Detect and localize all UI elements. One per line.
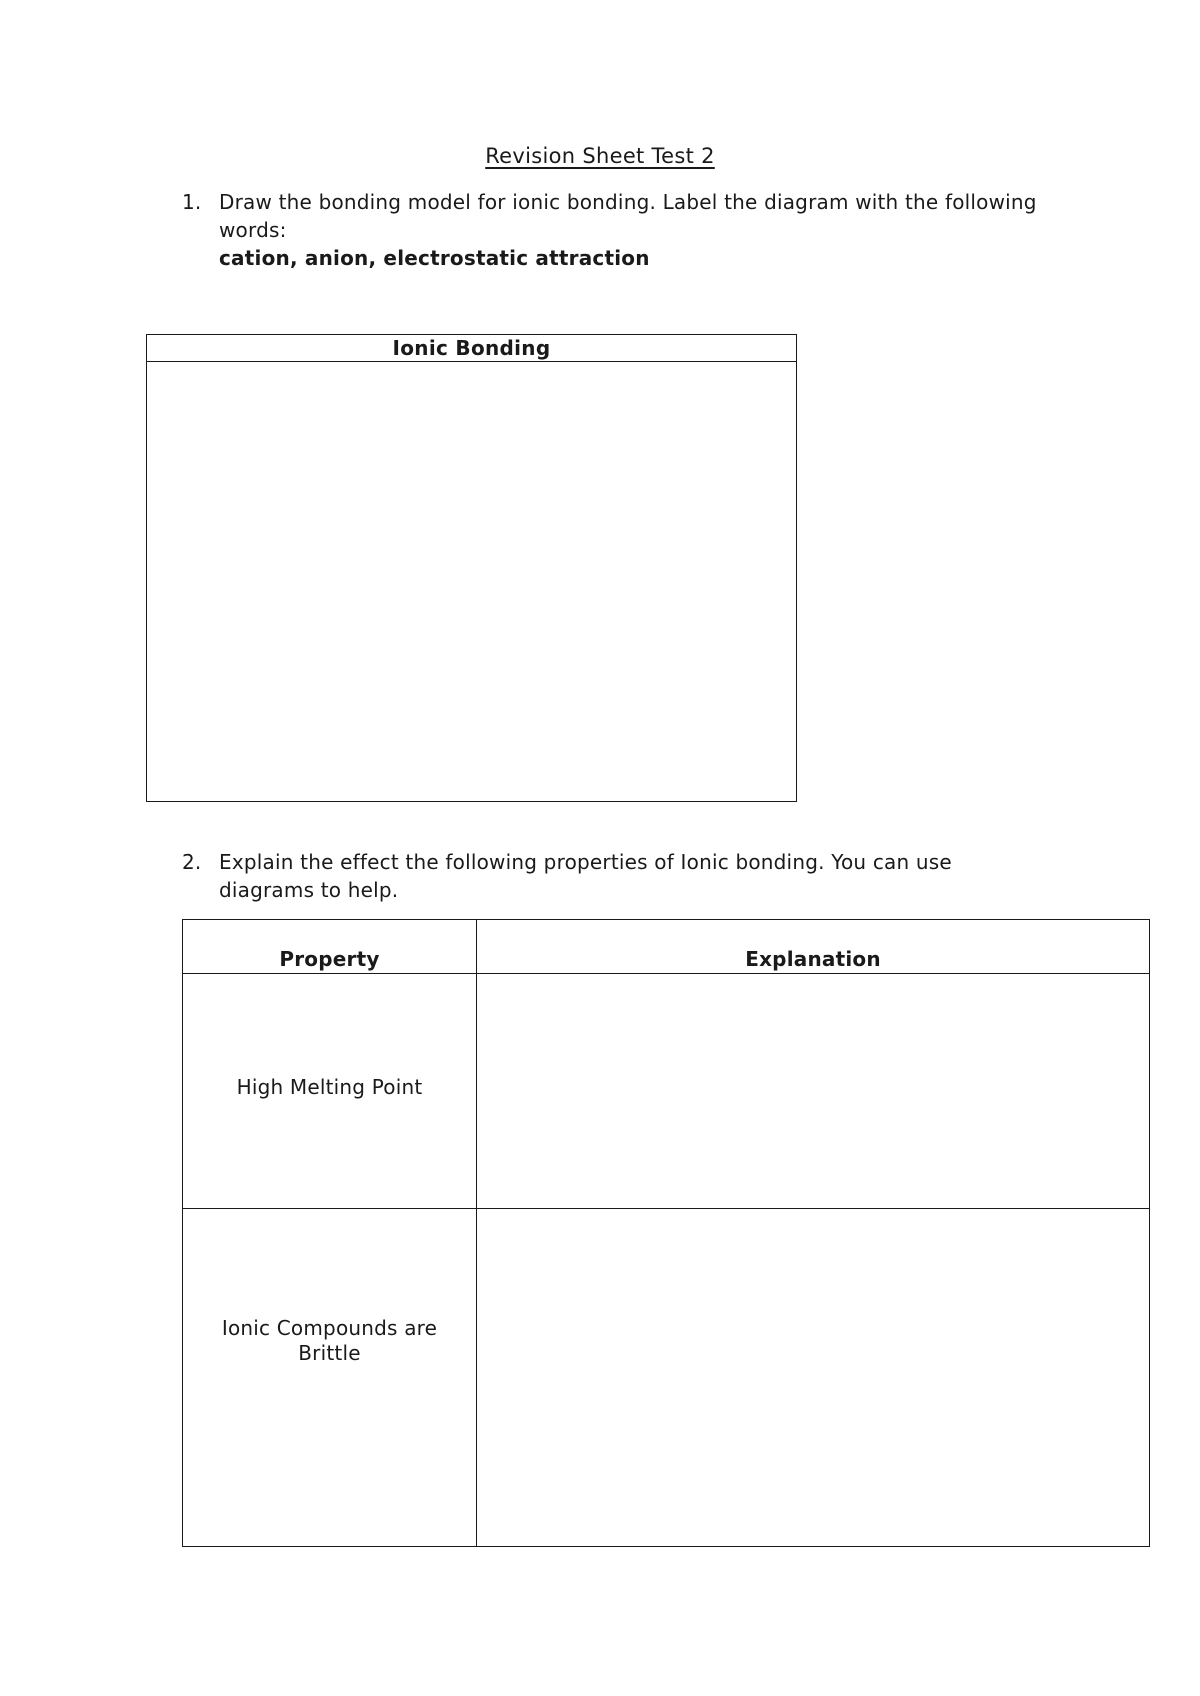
explanation-cell[interactable] <box>477 974 1150 1209</box>
property-column-header: Property <box>183 920 477 974</box>
properties-table <box>182 919 1150 1547</box>
question-1-body <box>219 188 1039 272</box>
question-2-body <box>219 848 1039 904</box>
property-cell <box>183 1209 477 1547</box>
property-label: Ionic Compounds are Brittle <box>221 1316 438 1365</box>
question-1-number: 1. <box>182 190 202 214</box>
question-1 <box>182 188 1042 278</box>
question-2-text: Explain the effect the following properties of Ionic bonding. You can use diagrams to help. <box>219 850 952 902</box>
question-1-text: Draw the bonding model for ionic bonding. Label the diagram with the following words: <box>219 190 1037 242</box>
table-header-row <box>183 920 1150 974</box>
page-title: Revision Sheet Test 2 <box>485 144 715 168</box>
property-cell <box>183 974 477 1209</box>
question-2 <box>182 848 1042 908</box>
ionic-bonding-header: Ionic Bonding <box>147 335 796 362</box>
explanation-column-header: Explanation <box>477 920 1150 974</box>
ionic-bonding-drawing-box[interactable] <box>146 334 797 802</box>
explanation-cell[interactable] <box>477 1209 1150 1547</box>
table-row <box>183 974 1150 1209</box>
question-2-number: 2. <box>182 850 202 874</box>
table-row <box>183 1209 1150 1547</box>
property-label: High Melting Point <box>236 1075 423 1099</box>
question-1-keywords: cation, anion, electrostatic attraction <box>219 246 650 270</box>
